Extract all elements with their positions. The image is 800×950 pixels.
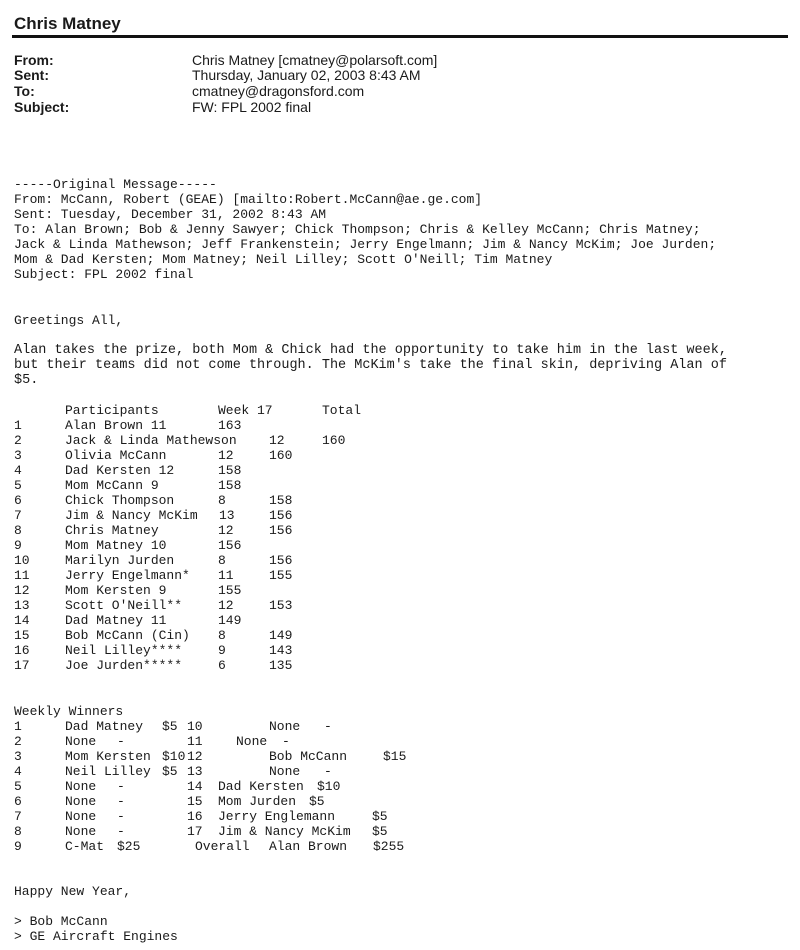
week-number: 9 bbox=[14, 839, 22, 854]
winner-amount-2: - bbox=[282, 734, 290, 749]
week-score: 11 bbox=[218, 568, 234, 583]
to-value: cmatney@dragonsford.com bbox=[192, 83, 365, 99]
winner-amount-2: - bbox=[324, 764, 332, 779]
original-divider: -----Original Message----- bbox=[14, 177, 217, 192]
rank-cell: 1 bbox=[14, 418, 22, 433]
winner-name: None bbox=[65, 809, 97, 824]
winner-name-2: None bbox=[236, 734, 268, 749]
week-number: 1 bbox=[14, 719, 22, 734]
participant-name: Bob McCann (Cin) bbox=[65, 628, 190, 643]
week-number-2: 16 bbox=[187, 809, 203, 824]
winner-name-2: None bbox=[269, 719, 301, 734]
winner-amount-2: $10 bbox=[317, 779, 341, 794]
participant-name: Dad Matney 11 bbox=[65, 613, 167, 628]
total-score: 158 bbox=[218, 463, 242, 478]
to-label: To: bbox=[14, 83, 35, 99]
total-score: 156 bbox=[269, 553, 293, 568]
winner-amount: - bbox=[117, 794, 125, 809]
winner-amount: $5 bbox=[162, 719, 178, 734]
signature-line-1: > Bob McCann bbox=[14, 914, 108, 929]
participant-name: Dad Kersten 12 bbox=[65, 463, 175, 478]
winner-amount-2: $5 bbox=[372, 809, 388, 824]
week-score: 8 bbox=[218, 553, 226, 568]
winner-name: C-Mat bbox=[65, 839, 105, 854]
week-number: 6 bbox=[14, 794, 22, 809]
week-number-2: Overall bbox=[195, 839, 250, 854]
winner-name: None bbox=[65, 734, 97, 749]
rank-cell: 17 bbox=[14, 658, 30, 673]
week-number: 8 bbox=[14, 824, 22, 839]
title-divider bbox=[12, 35, 788, 38]
winner-name: Dad Matney bbox=[65, 719, 144, 734]
week-score: 12 bbox=[218, 448, 234, 463]
rank-cell: 15 bbox=[14, 628, 30, 643]
winner-name-2: None bbox=[269, 764, 301, 779]
greeting: Greetings All, bbox=[14, 313, 124, 328]
week-number-2: 17 bbox=[187, 824, 203, 839]
total-score: 153 bbox=[269, 598, 293, 613]
week-number-2: 11 bbox=[187, 734, 203, 749]
winner-amount-2: - bbox=[324, 719, 332, 734]
winner-amount-2: $5 bbox=[372, 824, 388, 839]
rank-cell: 9 bbox=[14, 538, 22, 553]
rank-cell: 8 bbox=[14, 523, 22, 538]
week-header: Week 17 bbox=[218, 403, 273, 418]
total-score: 160 bbox=[322, 433, 346, 448]
total-score: 160 bbox=[269, 448, 293, 463]
rank-cell: 12 bbox=[14, 583, 30, 598]
participant-name: Olivia McCann bbox=[65, 448, 167, 463]
rank-cell: 14 bbox=[14, 613, 30, 628]
participant-name: Jerry Engelmann* bbox=[65, 568, 190, 583]
winner-name: None bbox=[65, 794, 97, 809]
week-number-2: 14 bbox=[187, 779, 203, 794]
week-number: 3 bbox=[14, 749, 22, 764]
total-header: Total bbox=[322, 403, 362, 418]
winner-amount-2: $5 bbox=[309, 794, 325, 809]
week-number-2: 12 bbox=[187, 749, 203, 764]
week-score: 6 bbox=[218, 658, 226, 673]
winner-amount-2: $15 bbox=[383, 749, 407, 764]
winner-amount-2: $255 bbox=[373, 839, 405, 854]
week-number: 4 bbox=[14, 764, 22, 779]
week-score: 12 bbox=[269, 433, 285, 448]
week-score: 8 bbox=[218, 493, 226, 508]
rank-cell: 13 bbox=[14, 598, 30, 613]
sent-value: Thursday, January 02, 2003 8:43 AM bbox=[192, 67, 421, 83]
original-to-line-3: Mom & Dad Kersten; Mom Matney; Neil Lilley; Scott O'Neill; Tim Matney bbox=[14, 252, 553, 267]
rank-cell: 3 bbox=[14, 448, 22, 463]
week-score: 8 bbox=[218, 628, 226, 643]
participant-name: Neil Lilley**** bbox=[65, 643, 183, 658]
winner-name-2: Jerry Englemann bbox=[218, 809, 336, 824]
total-score: 158 bbox=[218, 478, 242, 493]
rank-cell: 11 bbox=[14, 568, 30, 583]
winner-amount: - bbox=[117, 734, 125, 749]
week-score: 12 bbox=[218, 523, 234, 538]
original-from: From: McCann, Robert (GEAE) [mailto:Robert.McCann@ae.ge.com] bbox=[14, 192, 483, 207]
winner-name-2: Dad Kersten bbox=[218, 779, 304, 794]
participant-name: Joe Jurden***** bbox=[65, 658, 183, 673]
paragraph-line-2: but their teams did not come through. The McKim's take the final skin, depriving Alan of bbox=[14, 358, 727, 373]
winner-name: None bbox=[65, 824, 97, 839]
from-value: Chris Matney [cmatney@polarsoft.com] bbox=[192, 52, 438, 68]
participant-name: Scott O'Neill** bbox=[65, 598, 183, 613]
subject-label: Subject: bbox=[14, 99, 70, 115]
total-score: 156 bbox=[269, 523, 293, 538]
winner-amount: $25 bbox=[117, 839, 141, 854]
total-score: 156 bbox=[218, 538, 242, 553]
participant-name: Chick Thompson bbox=[65, 493, 175, 508]
winner-amount: $10 bbox=[162, 749, 186, 764]
week-number-2: 15 bbox=[187, 794, 203, 809]
winner-name-2: Bob McCann bbox=[269, 749, 348, 764]
rank-cell: 4 bbox=[14, 463, 22, 478]
rank-cell: 5 bbox=[14, 478, 22, 493]
total-score: 158 bbox=[269, 493, 293, 508]
participant-name: Alan Brown 11 bbox=[65, 418, 167, 433]
participant-name: Mom McCann 9 bbox=[65, 478, 159, 493]
week-number: 5 bbox=[14, 779, 22, 794]
total-score: 149 bbox=[269, 628, 293, 643]
week-number: 7 bbox=[14, 809, 22, 824]
winner-amount: - bbox=[117, 824, 125, 839]
original-to-line-2: Jack & Linda Mathewson; Jeff Frankenstein; Jerry Engelmann; Jim & Nancy McKim; Joe Jurden; bbox=[14, 237, 717, 252]
total-score: 156 bbox=[269, 508, 293, 523]
winner-name-2: Jim & Nancy McKim bbox=[218, 824, 351, 839]
winner-name: None bbox=[65, 779, 97, 794]
total-score: 135 bbox=[269, 658, 293, 673]
rank-cell: 7 bbox=[14, 508, 22, 523]
participant-name: Jack & Linda Mathewson bbox=[65, 433, 237, 448]
participant-name: Mom Matney 10 bbox=[65, 538, 167, 553]
rank-cell: 16 bbox=[14, 643, 30, 658]
paragraph-line-1: Alan takes the prize, both Mom & Chick had the opportunity to take him in the last week, bbox=[14, 343, 727, 358]
winner-name-2: Mom Jurden bbox=[218, 794, 297, 809]
week-number: 2 bbox=[14, 734, 22, 749]
winner-name: Mom Kersten bbox=[65, 749, 151, 764]
winner-name: Neil Lilley bbox=[65, 764, 151, 779]
total-score: 149 bbox=[218, 613, 242, 628]
weekly-winners-title: Weekly Winners bbox=[14, 704, 124, 719]
total-score: 163 bbox=[218, 418, 242, 433]
week-number-2: 10 bbox=[187, 719, 203, 734]
winner-name-2: Alan Brown bbox=[269, 839, 348, 854]
sent-label: Sent: bbox=[14, 67, 49, 83]
closing: Happy New Year, bbox=[14, 884, 132, 899]
rank-cell: 2 bbox=[14, 433, 22, 448]
winner-amount: - bbox=[117, 779, 125, 794]
week-score: 9 bbox=[218, 643, 226, 658]
participant-name: Jim & Nancy McKim bbox=[65, 508, 198, 523]
participants-header: Participants bbox=[65, 403, 159, 418]
participant-name: Mom Kersten 9 bbox=[65, 583, 167, 598]
participant-name: Marilyn Jurden bbox=[65, 553, 175, 568]
subject-value: FW: FPL 2002 final bbox=[192, 99, 312, 115]
winner-amount: $5 bbox=[162, 764, 178, 779]
rank-cell: 6 bbox=[14, 493, 22, 508]
winner-amount: - bbox=[117, 809, 125, 824]
from-label: From: bbox=[14, 52, 54, 68]
original-subject: Subject: FPL 2002 final bbox=[14, 267, 194, 282]
week-score: 13 bbox=[219, 508, 235, 523]
week-number-2: 13 bbox=[187, 764, 203, 779]
week-score: 12 bbox=[218, 598, 234, 613]
paragraph-line-3: $5. bbox=[14, 373, 39, 388]
total-score: 143 bbox=[269, 643, 293, 658]
original-sent: Sent: Tuesday, December 31, 2002 8:43 AM bbox=[14, 207, 327, 222]
total-score: 155 bbox=[269, 568, 293, 583]
signature-line-2: > GE Aircraft Engines bbox=[14, 929, 178, 944]
total-score: 155 bbox=[218, 583, 242, 598]
rank-cell: 10 bbox=[14, 553, 30, 568]
participant-name: Chris Matney bbox=[65, 523, 159, 538]
original-to-line-1: To: Alan Brown; Bob & Jenny Sawyer; Chick Thompson; Chris & Kelley McCann; Chris Matney; bbox=[14, 222, 701, 237]
sender-name-title: Chris Matney bbox=[14, 14, 121, 33]
